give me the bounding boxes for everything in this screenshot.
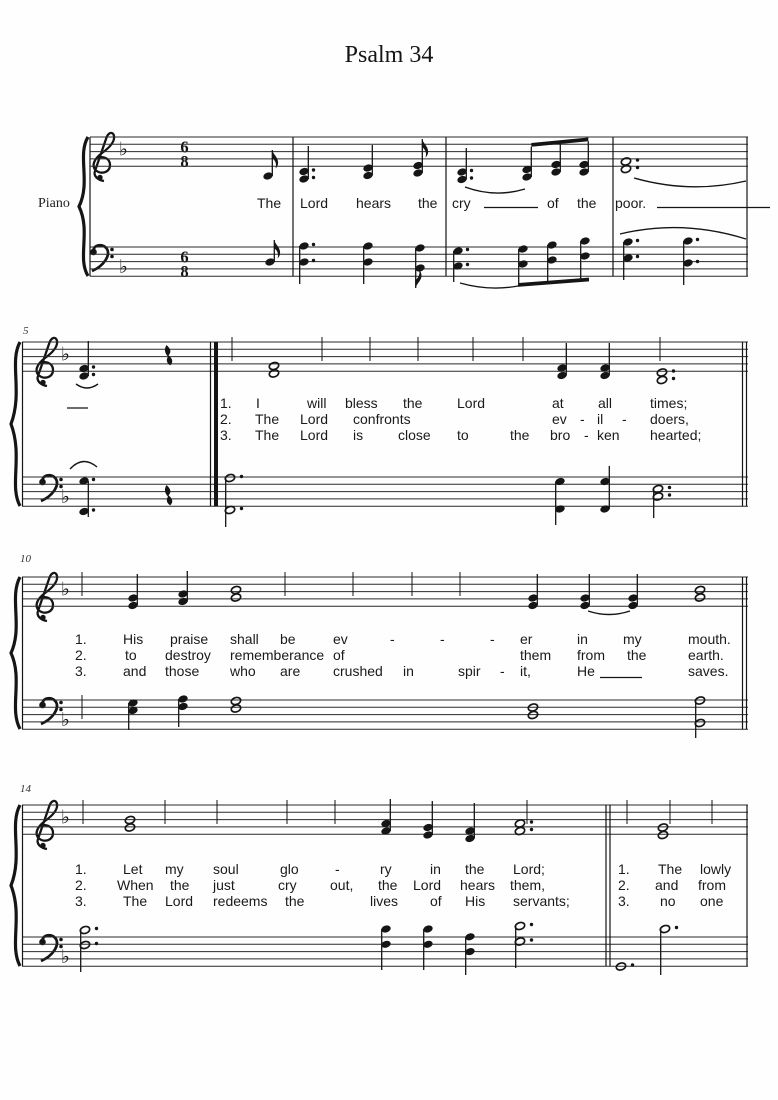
eighth-flag [416,270,422,289]
lyric-word: Lord [300,427,329,443]
lyric-word: saves. [688,663,729,679]
lyric-word: - [500,663,505,679]
lyric-word: and [655,877,679,893]
lyric-word: When [117,877,154,893]
lyric-word: His [123,631,144,647]
bass-clef-icon [39,475,63,501]
bass-clef-icon [39,698,63,724]
lyric-word: the [577,195,597,211]
staff-lines [22,477,748,506]
verse-number: 3. [618,893,630,909]
notehead [620,164,631,173]
lyric-word: il [597,411,604,427]
lyric-word: just [213,877,235,893]
lyric-word: from [577,647,605,663]
augmentation-dot [312,176,315,179]
notehead [656,375,667,384]
verse-number: 1. [618,861,630,877]
lyric-word: ev [333,631,348,647]
slur [460,283,523,288]
augmentation-dot [696,238,699,241]
lyric-word: in [403,663,414,679]
lyric-word: He [577,663,595,679]
lyric-word: cry [452,195,471,211]
augmentation-dot [668,493,671,496]
augmentation-dot [530,938,533,941]
verse-number: 2. [75,877,87,893]
flat-icon: ♭ [119,138,128,161]
lyric-word: be [280,631,296,647]
augmentation-dot [672,377,675,380]
lyric-word: praise [170,631,209,647]
lyric-word: to [457,427,469,443]
flat-icon: ♭ [61,806,70,829]
notehead [694,593,705,602]
lyric-word: The [255,411,280,427]
slur [70,461,97,469]
slur [620,228,746,239]
eighth-flag [422,139,428,158]
lyric-word: are [280,663,301,679]
lyric-word: His [465,893,486,909]
lyric-word: them, [510,877,546,893]
lyric-word: ry [380,861,392,877]
bass-clef-icon [39,935,63,961]
lyric-word: servants; [513,893,570,909]
lyric-word: I [256,395,260,411]
lyric-word: Lord [413,877,442,893]
staff-lines [22,342,748,371]
lyric-word: The [123,893,148,909]
slur [76,384,98,388]
quarter-rest [165,485,172,505]
augmentation-dot [530,820,533,823]
staff-lines [90,137,748,166]
lyric-word: Lord [300,411,329,427]
lyric-word: glo [280,861,299,877]
augmentation-dot [530,923,533,926]
lyric-word: of [547,195,559,211]
lyric-word: the [510,427,530,443]
augmentation-dot [636,158,639,161]
treble-clef-icon [94,133,115,181]
lyric-word: hears [460,877,496,893]
augmentation-dot [466,248,469,251]
lyric-word: of [430,893,442,909]
instrument-label: Piano [38,196,70,211]
flat-icon: ♭ [61,485,70,508]
slur [634,178,746,187]
flat-icon: ♭ [119,255,128,278]
lyric-word: my [623,631,642,647]
lyric-word: hearted; [650,427,702,443]
lyric-word: hears [356,195,392,211]
lyric-word: - [580,411,585,427]
verse-number: 3. [75,663,87,679]
lyric-word: times; [650,395,688,411]
treble-clef-icon [37,801,58,849]
flat-icon: ♭ [61,343,70,366]
lyric-word: bro [550,427,571,443]
flat-icon: ♭ [61,578,70,601]
notehead [124,823,135,832]
time-signature-denominator: 8 [180,262,189,282]
augmentation-dot [92,508,95,511]
verse-number: 2. [220,411,232,427]
augmentation-dot [470,176,473,179]
lyric-word: ev [552,411,567,427]
augmentation-dot [636,166,639,169]
lyric-word: the [418,195,438,211]
lyric-word: Lord; [513,861,545,877]
lyric-word: earth. [688,647,724,663]
lyric-word: is [353,427,364,443]
lyric-word: redeems [213,893,268,909]
lyric-word: The [257,195,282,211]
lyric-word: no [660,893,676,909]
lyric-word: those [165,663,200,679]
lyric-word: out, [330,877,354,893]
lyric-word: confronts [353,411,411,427]
lyric-word: in [430,861,441,877]
verse-number: 3. [220,427,232,443]
measure-number: 14 [20,783,31,795]
lyric-word: Lord [457,395,486,411]
bass-clef-icon [90,245,114,271]
lyric-word: the [378,877,398,893]
lyric-word: the [627,647,647,663]
verse-number: 3. [75,893,87,909]
lyric-word: one [700,893,724,909]
lyric-word: The [658,861,683,877]
augmentation-dot [675,926,678,929]
lyric-word: soul [213,861,239,877]
flat-icon: ♭ [61,945,70,968]
augmentation-dot [466,263,469,266]
lyric-word: close [398,427,431,443]
augmentation-dot [92,478,95,481]
notehead [268,369,279,378]
lyric-word: mouth. [688,631,731,647]
quarter-rest [165,345,172,365]
verse-number: 2. [75,647,87,663]
page-title: Psalm 34 [344,42,434,68]
system-brace [11,577,20,729]
augmentation-dot [95,927,98,930]
augmentation-dot [636,255,639,258]
lyric-word: - [390,631,395,647]
time-signature-denominator: 8 [180,152,189,172]
lyric-word: crushed [333,663,383,679]
verse-number: 1. [75,861,87,877]
lyric-word: - [490,631,495,647]
augmentation-dot [636,239,639,242]
augmentation-dot [92,373,95,376]
lyric-word: my [165,861,184,877]
lyric-word: the [285,893,305,909]
system-brace [79,137,88,276]
augmentation-dot [92,365,95,368]
beam [519,278,589,287]
lyric-word: er [520,631,533,647]
staff-lines [22,577,748,606]
notehead [230,593,241,602]
verse-number: 1. [75,631,87,647]
lyric-word: bless [345,395,378,411]
lyric-word: at [552,395,564,411]
lyric-word: - [584,427,589,443]
lyric-word: cry [278,877,297,893]
treble-clef-icon [37,573,58,621]
lyric-word: will [307,395,327,411]
augmentation-dot [95,942,98,945]
augmentation-dot [312,259,315,262]
time-signature-numerator: 6 [180,247,189,267]
notehead [230,704,241,713]
lyric-word: The [255,427,280,443]
lyric-word: of [333,647,345,663]
lyric-word: from [698,877,726,893]
lyric-word: lives [370,893,399,909]
lyric-word: shall [230,631,259,647]
verse-number: 1. [220,395,232,411]
lyric-word: doers, [650,411,689,427]
lyric-word: - [622,411,627,427]
augmentation-dot [668,486,671,489]
lyric-word: spir [458,663,481,679]
lyric-word: ken [597,427,620,443]
slur [465,187,525,193]
lyric-word: who [230,663,256,679]
augmentation-dot [631,963,634,966]
lyric-word: all [598,395,613,411]
measure-number: 5 [23,325,29,337]
notehead [657,830,668,839]
lyric-word: destroy [165,647,211,663]
augmentation-dot [240,507,243,510]
measure-number: 10 [20,553,31,565]
lyric-word: Lord [165,893,194,909]
slur [588,611,630,615]
augmentation-dot [696,260,699,263]
augmentation-dot [470,169,473,172]
lyric-word: Let [123,861,143,877]
treble-clef-icon [37,338,58,386]
augmentation-dot [240,475,243,478]
time-signature-numerator: 6 [180,137,189,157]
lyric-word: the [403,395,423,411]
eighth-flag [274,240,280,259]
augmentation-dot [672,369,675,372]
lyric-word: the [465,861,485,877]
system-brace [11,805,20,966]
lyric-word: and [123,663,147,679]
lyric-word: to [125,647,137,663]
lyric-word: poor. [615,195,647,211]
lyric-word: them [520,647,552,663]
flat-icon: ♭ [61,708,70,731]
lyric-word: lowly [700,861,732,877]
system-brace [11,342,20,506]
lyric-word: - [335,861,340,877]
augmentation-dot [312,243,315,246]
notes-layer [22,137,770,975]
augmentation-dot [312,168,315,171]
lyric-word: rememberance [230,647,325,663]
lyric-word: it, [520,663,531,679]
lyric-word: the [170,877,190,893]
verse-number: 2. [618,877,630,893]
lyric-word: Lord [300,195,329,211]
lyric-word: in [577,631,588,647]
augmentation-dot [530,828,533,831]
lyric-word: - [440,631,445,647]
